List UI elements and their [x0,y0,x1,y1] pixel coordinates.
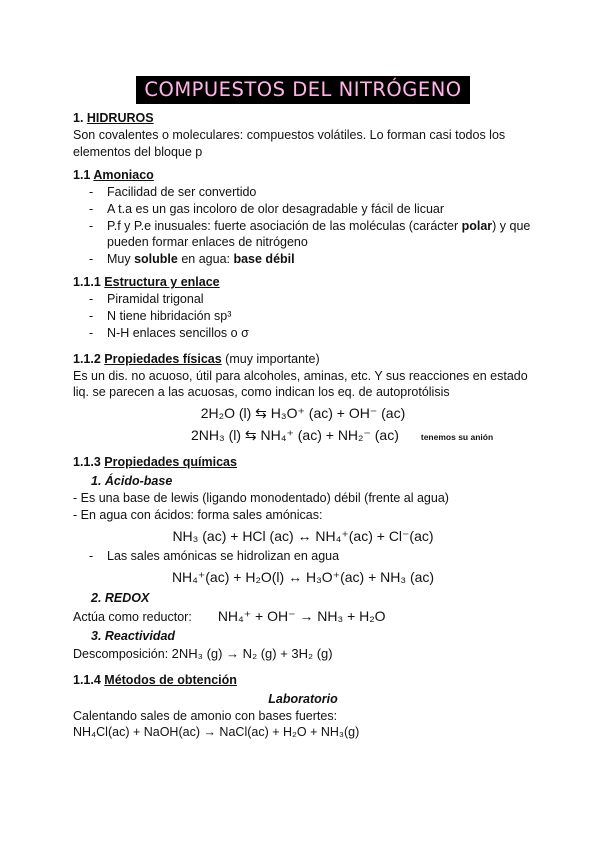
equation-obtencion: NH₄Cl(ac) + NaOH(ac) → NaCl(ac) + H₂O + NH₃(g) [73,725,360,740]
subheading-laboratorio: Laboratorio [268,691,338,706]
list-item: - P.f y P.e inusuales: fuerte asociación de las moléculas (carácter polar) y que pueden formar enlaces de nitrógeno [89,218,533,252]
list-item: - A t.a es un gas incoloro de olor desagradable y fácil de licuar [89,201,533,218]
equation-sales-amonicas: NH₃ (ac) + HCl (ac) ↔ NH₄⁺(ac) + Cl⁻(ac) [172,527,434,544]
document-page [73,76,533,741]
heading-amoniaco: 1.1 Amoniaco [73,167,154,182]
redox-line: Actúa como reductor: NH₄⁺ + OH⁻ → NH₃ + H₂O [73,608,386,625]
heading-hidruros: 1. HIDRUROS [73,111,154,126]
equation-hidrolisis: NH₄⁺(ac) + H₂O(l) ↔ H₃O⁺(ac) + NH₃ (ac) [171,569,435,586]
heading-propiedades-fisicas: 1.1.2 Propiedades físicas (muy importante) [73,351,320,366]
subheading-redox: 2. REDOX [91,591,150,606]
heading-propiedades-quimicas: 1.1.3 Propiedades químicas [73,455,237,470]
estructura-list [73,291,533,342]
list-item: - Facilidad de ser convertido [89,184,533,201]
list-item: - Muy soluble en agua: base débil [89,251,533,268]
amoniaco-list [73,184,533,268]
obtencion-text: Calentando sales de amonio con bases fuertes: [73,708,338,723]
list-item: - Las sales amónicas se hidrolizan en agua [89,548,533,565]
list-item: - Piramidal trigonal [89,291,533,308]
annotation-note: tenemos su anión [420,432,494,443]
acido-base-line: - Es una base de lewis (ligando monodentado) débil (frente al agua) [73,490,449,505]
heading-estructura: 1.1.1 Estructura y enlace [73,275,220,290]
equation-water-autoprotolysis: 2H₂O (l) ⇆ H₃O⁺ (ac) + OH⁻ (ac) [200,405,406,422]
subheading-reactividad: 3. Reactividad [91,629,176,644]
hidrolisis-list [73,548,533,565]
acido-base-line: - En agua con ácidos: forma sales amónicas: [73,507,323,522]
page-title: COMPUESTOS DEL NITRÓGENO [136,76,469,104]
list-item: - N tiene hibridación sp³ [89,308,533,325]
subheading-acido-base: 1. Ácido-base [91,473,173,488]
fisicas-text: Es un dis. no acuoso, útil para alcoholes, aminas, etc. Y sus reacciones en estado liq. se parecen a las acuosas, como indican los eq. de autoprotólisis [73,368,528,400]
reactividad-line: Descomposición: 2NH₃ (g) → N₂ (g) + 3H₂ (g) [73,645,333,661]
hidruros-text: Son covalentes o moleculares: compuestos volátiles. Lo forman casi todos los elementos del bloque p [73,128,506,160]
list-item: - N-H enlaces sencillos o σ [89,325,533,342]
equation-ammonia-autoprotolysis: 2NH₃ (l) ⇆ NH₄⁺ (ac) + NH₂⁻ (ac) tenemos su anión [191,427,494,444]
heading-metodos-obtencion: 1.1.4 Métodos de obtención [73,672,237,687]
